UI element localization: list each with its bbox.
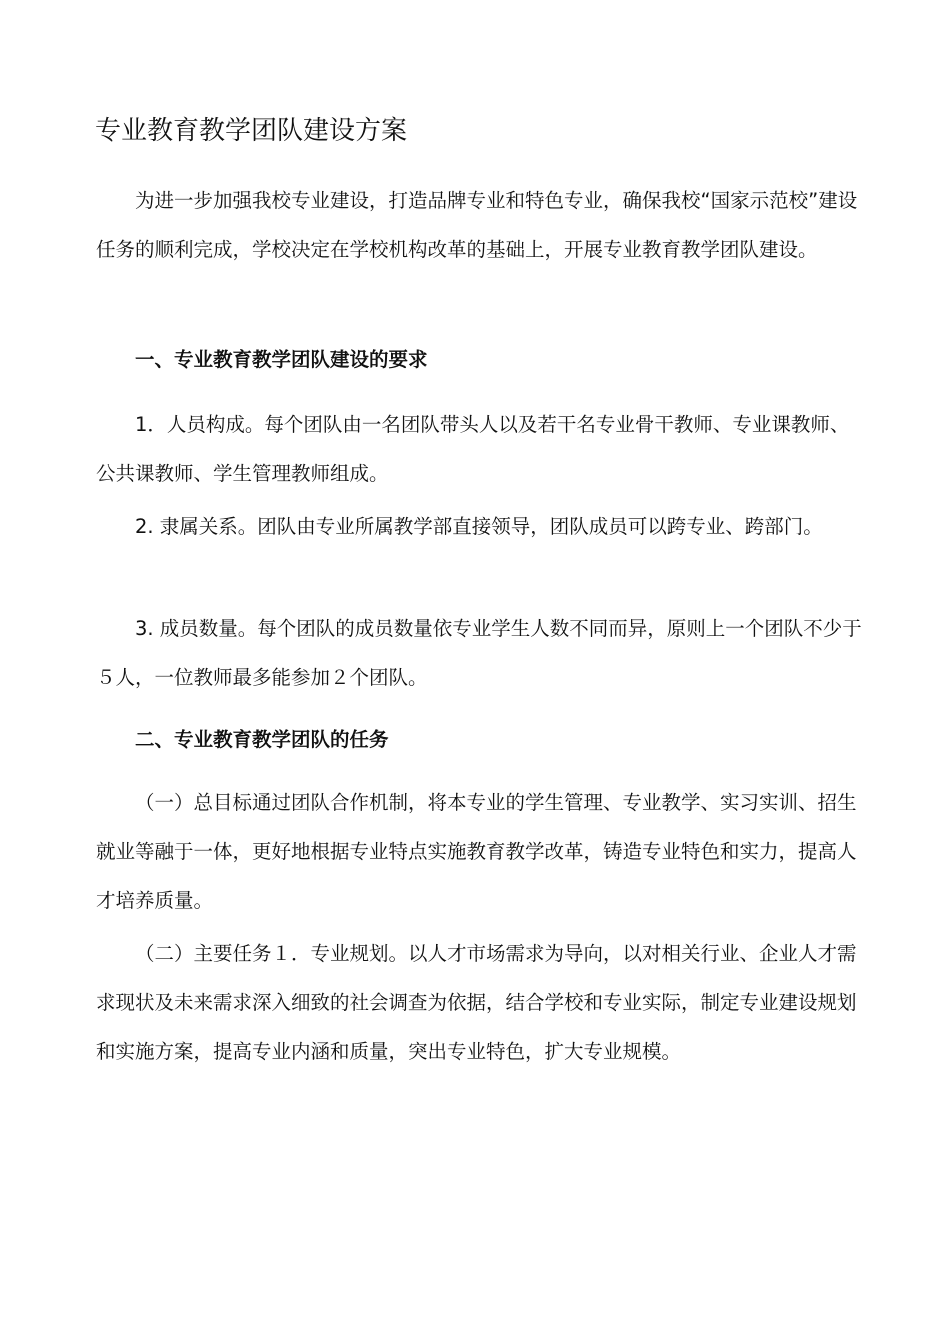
requirement-item-member-count: 3. 成员数量。每个团队的成员数量依专业学生人数不同而异，原则上一个团队不少于５人，一位教师最多能参加２个团队。 bbox=[96, 617, 862, 689]
section-heading-tasks: 二、专业教育教学团队的任务 bbox=[135, 728, 389, 751]
task-paragraph-overall-goal: （一）总目标通过团队合作机制，将本专业的学生管理、专业教学、实习实训、招生就业等融于一体，更好地根据专业特点实施教育教学改革，铸造专业特色和实力，提高人才培养质量。 bbox=[96, 791, 857, 912]
intro-paragraph: 为进一步加强我校专业建设，打造品牌专业和特色专业，确保我校“国家示范校”建设任务的顺利完成，学校决定在学校机构改革的基础上，开展专业教育教学团队建设。 bbox=[96, 189, 858, 261]
document-title: 专业教育教学团队建设方案 bbox=[95, 116, 408, 146]
section-heading-requirements: 一、专业教育教学团队建设的要求 bbox=[135, 348, 428, 371]
requirement-item-affiliation: 2. 隶属关系。团队由专业所属教学部直接领导，团队成员可以跨专业、跨部门。 bbox=[135, 515, 823, 538]
task-paragraph-main-tasks: （二）主要任务１．专业规划。以人才市场需求为导向，以对相关行业、企业人才需求现状及未来需求深入细致的社会调查为依据，结合学校和专业实际，制定专业建设规划和实施方案，提高专业内涵和质量，突出专业特色，扩大专业规模。 bbox=[96, 942, 857, 1063]
requirement-item-composition: 1．人员构成。每个团队由一名团队带头人以及若干名专业骨干教师、专业课教师、公共课教师、学生管理教师组成。 bbox=[96, 413, 850, 485]
